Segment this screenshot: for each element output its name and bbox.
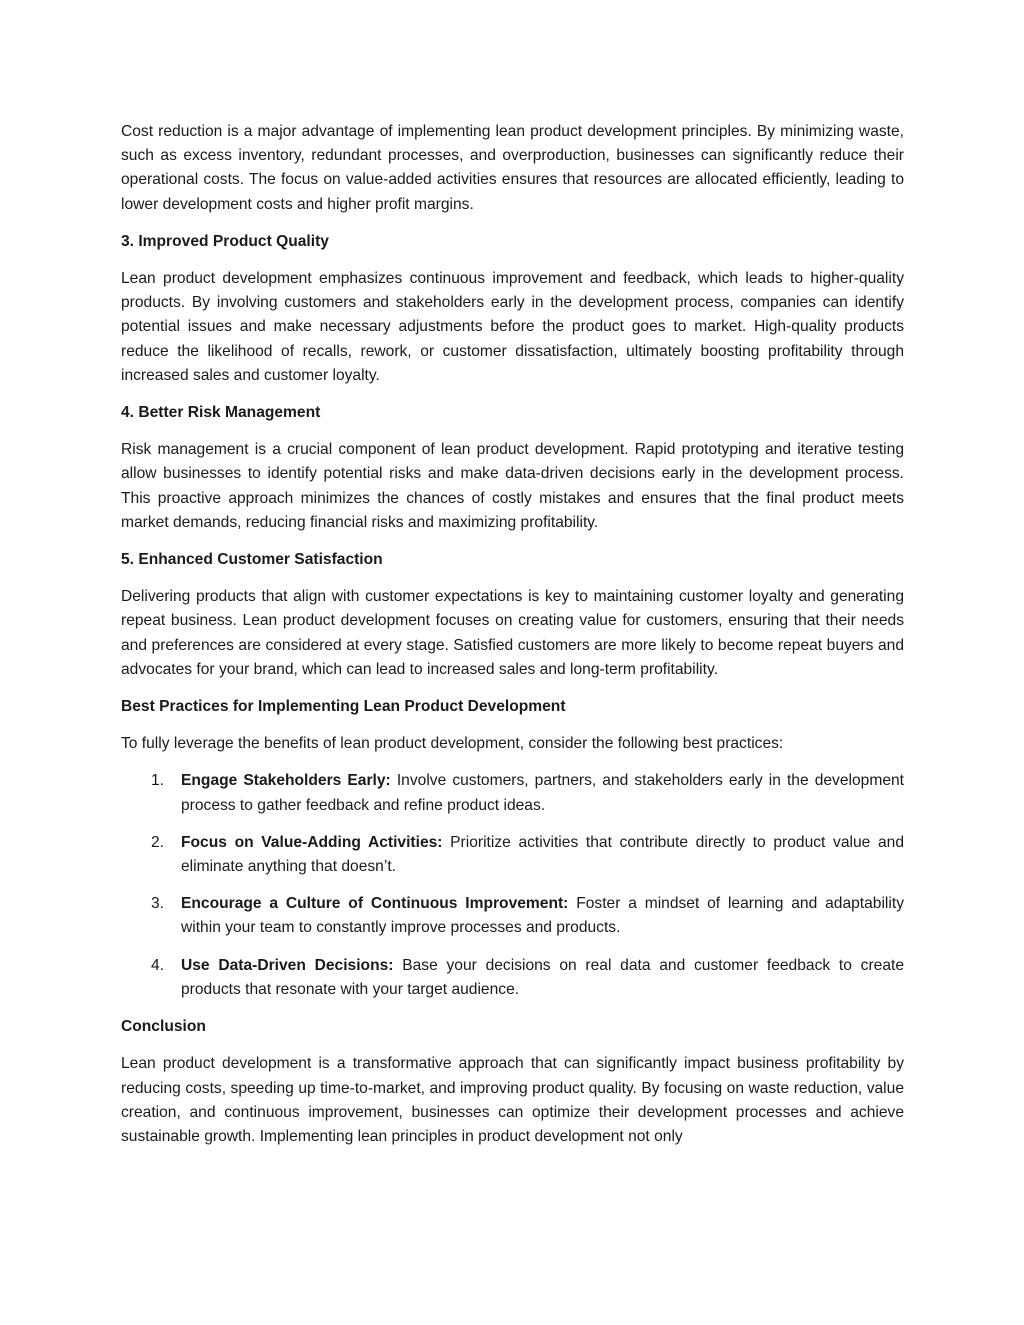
best-practices-list [121,769,904,1002]
intro-paragraph: Cost reduction is a major advantage of implementing lean product development principles. By minimizing waste, such as excess inventory, redundant processes, and overproduction, businesses can significantly reduce their operational costs. The focus on value-added activities ensures that resources are allocated efficiently, leading to lower development costs and higher profit margins. [121,123,904,213]
list-item-term: Engage Stakeholders Early: [181,772,391,790]
list-item-text: Prioritize activities that contribute directly to product value and eliminate anything that doesn’t. [181,833,904,876]
list-item-term: Focus on Value-Adding Activities: [181,833,443,851]
section-heading-better-risk-management: 4. Better Risk Management [121,404,321,422]
section-body-better-risk-management: Risk management is a crucial component of lean product development. Rapid prototyping and iterative testing allow businesses to identify potential risks and make data-driven decisions early in the development process. This proactive approach minimizes the chances of costly mistakes and ensures that the final product meets market demands, reducing financial risks and maximizing profitability. [121,441,904,531]
document-page [121,120,904,1162]
section-heading-conclusion: Conclusion [121,1018,206,1036]
list-item-number: 4. [151,956,165,974]
section-body-conclusion: Lean product development is a transformative approach that can significantly impact business profitability by reducing costs, speeding up time-to-market, and improving product quality. By focusing on waste reduction, value creation, and continuous improvement, businesses can optimize their development processes and achieve sustainable growth. Implementing lean principles in product development not only [121,1055,904,1145]
section-body-improved-product-quality: Lean product development emphasizes continuous improvement and feedback, which leads to higher-quality products. By involving customers and stakeholders early in the development process, companies can identify potential issues and make necessary adjustments before the product goes to market. High-quality products reduce the likelihood of recalls, rework, or customer dissatisfaction, ultimately boosting profitability through increased sales and customer loyalty. [121,270,904,384]
list-item [121,954,904,1002]
section-body-enhanced-customer-satisfaction: Delivering products that align with customer expectations is key to maintaining customer loyalty and generating repeat business. Lean product development focuses on creating value for customers, ensuring that their needs and preferences are considered at every stage. Satisfied customers are more likely to become repeat buyers and advocates for your brand, which can lead to increased sales and long-term profitability. [121,588,904,678]
list-item-text: Base your decisions on real data and customer feedback to create products that resonate with your target audience. [181,956,904,998]
section-heading-improved-product-quality: 3. Improved Product Quality [121,232,329,250]
list-item-text: Foster a mindset of learning and adaptability within your team to constantly improve processes and products. [181,895,904,937]
list-item-term: Encourage a Culture of Continuous Improvement: [181,895,569,913]
list-item [121,769,904,817]
best-practices-intro: To fully leverage the benefits of lean product development, consider the following best practices: [121,735,784,753]
list-item-term: Use Data-Driven Decisions: [181,956,394,974]
section-heading-enhanced-customer-satisfaction: 5. Enhanced Customer Satisfaction [121,551,383,569]
list-item [121,892,904,940]
list-item-text: Involve customers, partners, and stakeholders early in the development process to gather feedback and refine product ideas. [181,772,905,814]
list-item-number: 2. [151,833,165,851]
section-heading-best-practices: Best Practices for Implementing Lean Product Development [121,698,566,716]
list-item-number: 3. [151,895,165,913]
list-item [121,831,904,879]
list-item-number: 1. [151,772,165,790]
